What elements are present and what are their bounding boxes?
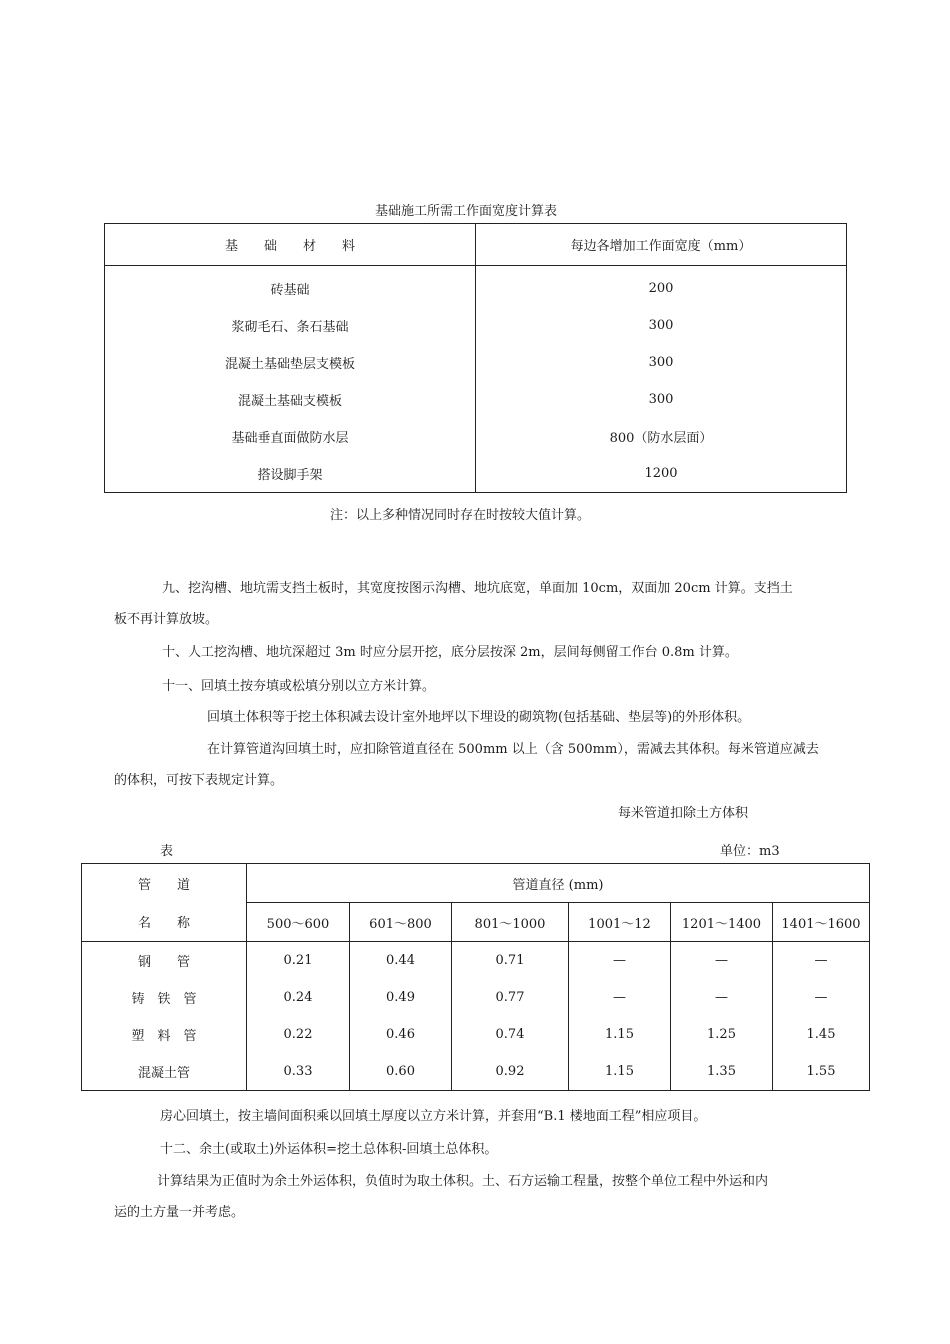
value-cell: 0.74 [452, 1016, 569, 1053]
header-width: 每边各增加工作面宽度（mm） [476, 224, 847, 266]
value-cell: 0.24 [247, 979, 350, 1016]
table-row [82, 979, 870, 1016]
value-cell: 0.92 [452, 1053, 569, 1091]
paragraph-12-line2: 运的土方量一并考虑。 [114, 1205, 245, 1220]
table-row [105, 455, 847, 493]
paragraph-11: 十一、回填土按夯填或松填分别以立方米计算。 [162, 679, 436, 694]
material-cell: 基础垂直面做防水层 [105, 418, 476, 455]
diameter-col-header: 500～600 [247, 903, 350, 942]
material-cell: 浆砌毛石、条石基础 [105, 307, 476, 344]
value-cell: 1.25 [671, 1016, 773, 1053]
paragraph-11-b-line2: 的体积，可按下表规定计算。 [114, 773, 284, 788]
table-row [82, 1053, 870, 1091]
width-cell: 1200 [644, 466, 678, 481]
value-cell: — [814, 990, 828, 1005]
value-cell: 0.46 [350, 1016, 452, 1053]
value-cell: 1.45 [806, 1027, 836, 1042]
pipe-name-cell: 塑 料 管 [82, 1016, 247, 1053]
table-header-row [82, 864, 870, 903]
value-cell: — [671, 979, 773, 1016]
value-cell: 0.77 [452, 979, 569, 1016]
paragraph-9-line2: 板不再计算放坡。 [114, 612, 219, 627]
value-cell: 0.22 [247, 1016, 350, 1053]
value-cell: 1.15 [569, 1053, 671, 1091]
value-cell: 1.15 [569, 1016, 671, 1053]
header-material: 基 础 材 料 [105, 224, 476, 266]
header-diameter: 管道直径 (mm) [247, 864, 870, 903]
material-cell: 混凝土基础支模板 [105, 381, 476, 418]
table-row [105, 307, 847, 344]
table1-title: 基础施工所需工作面宽度计算表 [375, 204, 558, 219]
work-face-width-table [104, 223, 847, 493]
diameter-col-header: 601～800 [350, 903, 452, 942]
value-cell: 0.21 [247, 942, 350, 980]
width-cell: 300 [648, 318, 674, 333]
pipe-name-cell: 钢 管 [82, 942, 247, 980]
header-pipe-name-1: 管 道 [82, 864, 247, 903]
table-row [105, 418, 847, 455]
value-cell: — [671, 942, 773, 980]
material-cell: 搭设脚手架 [105, 455, 476, 493]
table-row [82, 942, 870, 980]
value-cell: 0.44 [350, 942, 452, 980]
pipe-name-cell: 铸 铁 管 [82, 979, 247, 1016]
value-cell: 0.71 [452, 942, 569, 980]
value-cell: — [569, 979, 671, 1016]
value-cell: — [773, 942, 870, 980]
table-header-row [82, 903, 870, 942]
diameter-col-header: 1001～12 [569, 903, 671, 942]
width-cell: 800（防水层面） [609, 431, 713, 446]
diameter-col-header: 801～1000 [452, 903, 569, 942]
table1-note: 注：以上多种情况同时存在时按较大值计算。 [330, 508, 591, 523]
table-row [105, 266, 847, 308]
paragraph-12: 十二、余土(或取土)外运体积=挖土总体积-回填土总体积。 [160, 1142, 498, 1157]
value-cell: 0.49 [350, 979, 452, 1016]
paragraph-11-b-line1: 在计算管道沟回填土时，应扣除管道直径在 500mm 以上（含 500mm），需减去其体积。每米管道应减去 [207, 742, 819, 757]
diameter-col-header: 1201～1400 [671, 903, 773, 942]
table-header-row [105, 224, 847, 266]
pipe-name-cell: 混凝土管 [82, 1053, 247, 1091]
header-pipe-name-2: 名 称 [82, 903, 247, 942]
table-row [105, 344, 847, 381]
width-cell: 300 [648, 355, 674, 370]
value-cell: — [569, 942, 671, 980]
paragraph-12-line1: 计算结果为正值时为余土外运体积，负值时为取土体积。土、石方运输工程量，按整个单位工程中外运和内 [157, 1174, 769, 1189]
diameter-col-header: 1401～1600 [773, 903, 870, 942]
paragraph-11-a: 回填土体积等于挖土体积减去设计室外地坪以下埋设的砌筑物(包括基础、垫层等)的外形体积。 [207, 710, 751, 725]
table-row [105, 381, 847, 418]
material-cell: 混凝土基础垫层支模板 [105, 344, 476, 381]
width-cell: 300 [648, 392, 674, 407]
paragraph-10: 十、人工挖沟槽、地坑深超过 3m 时应分层开挖，底分层按深 2m，层间每侧留工作台 0.8m 计算。 [162, 645, 738, 660]
pipe-deduction-table [81, 863, 870, 1091]
material-cell: 砖基础 [105, 266, 476, 308]
table2-label: 表 [160, 844, 174, 859]
paragraph-9-line1: 九、挖沟槽、地坑需支挡土板时，其宽度按图示沟槽、地坑底宽，单面加 10cm，双面加 20cm 计算。支挡土 [162, 581, 793, 596]
table-row [82, 1016, 870, 1053]
paragraph-room-backfill: 房心回填土，按主墙间面积乘以回填土厚度以立方米计算，并套用“B.1 楼地面工程”相应项目。 [160, 1109, 707, 1124]
width-cell: 200 [648, 281, 674, 296]
value-cell: 1.35 [671, 1053, 773, 1091]
value-cell: 1.55 [806, 1064, 836, 1079]
value-cell: 0.33 [247, 1053, 350, 1091]
value-cell: 0.60 [350, 1053, 452, 1091]
table2-unit: 单位：m3 [720, 844, 780, 859]
table2-title: 每米管道扣除土方体积 [618, 806, 749, 821]
